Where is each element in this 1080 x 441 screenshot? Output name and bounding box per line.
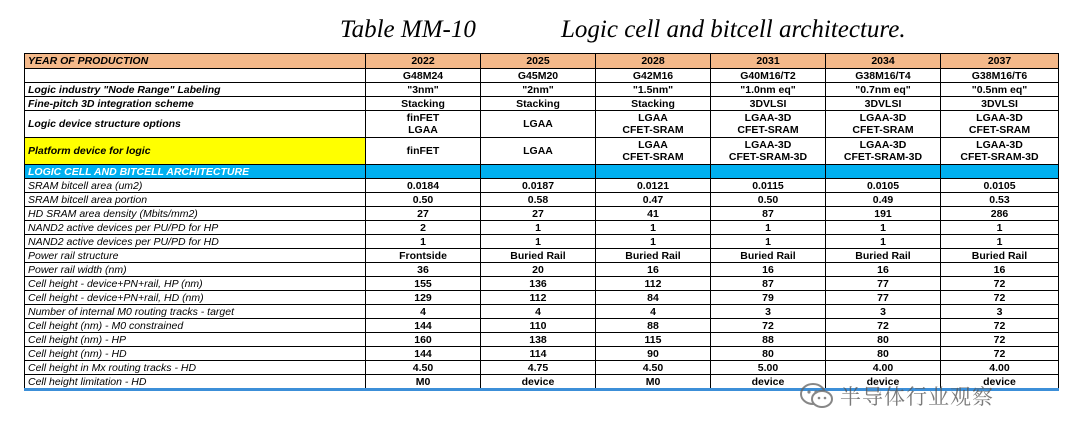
metric-label: Cell height limitation - HD bbox=[25, 375, 366, 390]
metric-value: 0.58 bbox=[481, 193, 596, 207]
metric-value: 1 bbox=[481, 221, 596, 235]
table-row bbox=[25, 291, 1059, 305]
year-cell: 2034 bbox=[826, 54, 941, 69]
metric-value: 3 bbox=[826, 305, 941, 319]
table-row bbox=[25, 249, 1059, 263]
metric-value: 1 bbox=[596, 235, 711, 249]
metric-value: 72 bbox=[941, 319, 1059, 333]
row-value: 3DVLSI bbox=[711, 97, 826, 111]
table-row bbox=[25, 138, 1059, 165]
metric-label: SRAM bitcell area (um2) bbox=[25, 179, 366, 193]
row-value bbox=[826, 138, 941, 165]
metric-value: 129 bbox=[366, 291, 481, 305]
metric-value: 1 bbox=[366, 235, 481, 249]
metric-value: 0.50 bbox=[711, 193, 826, 207]
metric-value: M0 bbox=[596, 375, 711, 390]
metric-value: 16 bbox=[711, 263, 826, 277]
row-value bbox=[711, 111, 826, 138]
metric-label: HD SRAM area density (Mbits/mm2) bbox=[25, 207, 366, 221]
year-cell: 2031 bbox=[711, 54, 826, 69]
metric-value: 160 bbox=[366, 333, 481, 347]
metric-value: 90 bbox=[596, 347, 711, 361]
row-label: Platform device for logic bbox=[25, 138, 366, 165]
cell-line: LGAA-3D bbox=[859, 112, 907, 124]
row-value: Stacking bbox=[596, 97, 711, 111]
metric-value: 4.50 bbox=[366, 361, 481, 375]
watermark-text: 半导体行业观察 bbox=[840, 385, 994, 409]
table-row bbox=[25, 235, 1059, 249]
section-cell bbox=[941, 165, 1059, 179]
metric-value: 112 bbox=[481, 291, 596, 305]
cell-line: CFET-SRAM bbox=[968, 124, 1031, 136]
table-row bbox=[25, 207, 1059, 221]
table-row bbox=[25, 319, 1059, 333]
metric-label: Cell height (nm) - HD bbox=[25, 347, 366, 361]
metric-value: 27 bbox=[366, 207, 481, 221]
metric-label: NAND2 active devices per PU/PD for HP bbox=[25, 221, 366, 235]
cell-line: CFET-SRAM-3D bbox=[843, 151, 923, 163]
metric-value: 72 bbox=[711, 319, 826, 333]
metric-value: 5.00 bbox=[711, 361, 826, 375]
row-value bbox=[481, 138, 596, 165]
metric-value: 110 bbox=[481, 319, 596, 333]
metric-label: Cell height in Mx routing tracks - HD bbox=[25, 361, 366, 375]
table-row bbox=[25, 305, 1059, 319]
section-label: LOGIC CELL AND BITCELL ARCHITECTURE bbox=[25, 165, 366, 179]
metric-value: 16 bbox=[826, 263, 941, 277]
row-value: G48M24 bbox=[366, 69, 481, 83]
cell-line: CFET-SRAM-3D bbox=[728, 151, 808, 163]
table-row bbox=[25, 263, 1059, 277]
metric-value: 1 bbox=[941, 235, 1059, 249]
year-cell: 2028 bbox=[596, 54, 711, 69]
cell-line: finFET bbox=[406, 145, 440, 157]
table-row bbox=[25, 221, 1059, 235]
cell-line: LGAA bbox=[523, 145, 553, 157]
metric-value: Buried Rail bbox=[481, 249, 596, 263]
metric-value: 1 bbox=[941, 221, 1059, 235]
row-value: "2nm" bbox=[481, 83, 596, 97]
metric-value: 114 bbox=[481, 347, 596, 361]
metric-value: 112 bbox=[596, 277, 711, 291]
metric-value: 1 bbox=[711, 221, 826, 235]
year-cell: 2022 bbox=[366, 54, 481, 69]
section-cell bbox=[366, 165, 481, 179]
metric-value: 87 bbox=[711, 277, 826, 291]
table-row bbox=[25, 69, 1059, 83]
row-value: 3DVLSI bbox=[941, 97, 1059, 111]
metric-value: 0.49 bbox=[826, 193, 941, 207]
row-value: G45M20 bbox=[481, 69, 596, 83]
metric-value: 88 bbox=[596, 319, 711, 333]
cell-line: LGAA-3D bbox=[744, 112, 792, 124]
metric-value: 72 bbox=[941, 291, 1059, 305]
year-header-row bbox=[25, 54, 1059, 69]
metric-value: 1 bbox=[711, 235, 826, 249]
metric-label: Cell height - device+PN+rail, HD (nm) bbox=[25, 291, 366, 305]
year-cell: 2037 bbox=[941, 54, 1059, 69]
row-value bbox=[481, 111, 596, 138]
table-row bbox=[25, 179, 1059, 193]
table-row bbox=[25, 111, 1059, 138]
metric-label: SRAM bitcell area portion bbox=[25, 193, 366, 207]
year-header-label: YEAR OF PRODUCTION bbox=[25, 54, 366, 69]
section-header-row bbox=[25, 165, 1059, 179]
metric-value: 0.50 bbox=[366, 193, 481, 207]
table-row bbox=[25, 277, 1059, 291]
metric-value: Buried Rail bbox=[941, 249, 1059, 263]
metric-value: Frontside bbox=[366, 249, 481, 263]
section-cell bbox=[826, 165, 941, 179]
cell-line: CFET-SRAM-3D bbox=[960, 151, 1039, 163]
metric-value: 1 bbox=[826, 235, 941, 249]
metric-label: Power rail width (nm) bbox=[25, 263, 366, 277]
cell-line: CFET-SRAM bbox=[622, 151, 684, 163]
metric-value: Buried Rail bbox=[711, 249, 826, 263]
cell-line: LGAA bbox=[638, 139, 668, 151]
table-title: Logic cell and bitcell architecture. bbox=[561, 16, 906, 43]
row-label: Logic industry "Node Range" Labeling bbox=[25, 83, 366, 97]
table-caption bbox=[0, 14, 1080, 48]
metric-value: 79 bbox=[711, 291, 826, 305]
row-value bbox=[826, 111, 941, 138]
metric-value: 80 bbox=[826, 333, 941, 347]
row-value: 3DVLSI bbox=[826, 97, 941, 111]
metric-value: 144 bbox=[366, 319, 481, 333]
cell-line: LGAA bbox=[638, 112, 668, 124]
metric-value: 2 bbox=[366, 221, 481, 235]
metric-value: 20 bbox=[481, 263, 596, 277]
metric-value: device bbox=[711, 375, 826, 390]
row-value: "3nm" bbox=[366, 83, 481, 97]
cell-line: LGAA bbox=[523, 118, 553, 130]
row-value: Stacking bbox=[366, 97, 481, 111]
cell-line: CFET-SRAM bbox=[737, 124, 799, 136]
row-value bbox=[711, 138, 826, 165]
metric-value: device bbox=[481, 375, 596, 390]
table-row bbox=[25, 333, 1059, 347]
row-value: "1.5nm" bbox=[596, 83, 711, 97]
wechat-icon bbox=[800, 382, 834, 410]
row-value bbox=[596, 111, 711, 138]
metric-value: 4 bbox=[481, 305, 596, 319]
row-value: "0.7nm eq" bbox=[826, 83, 941, 97]
section-cell bbox=[481, 165, 596, 179]
metric-label: Cell height (nm) - M0 constrained bbox=[25, 319, 366, 333]
metric-value: Buried Rail bbox=[826, 249, 941, 263]
metric-value: 0.0105 bbox=[941, 179, 1059, 193]
row-value: G40M16/T2 bbox=[711, 69, 826, 83]
metric-value: 191 bbox=[826, 207, 941, 221]
metric-value: 36 bbox=[366, 263, 481, 277]
section-cell bbox=[711, 165, 826, 179]
logic-cell-table bbox=[24, 53, 1059, 391]
year-cell: 2025 bbox=[481, 54, 596, 69]
cell-line: LGAA-3D bbox=[976, 139, 1023, 151]
metric-value: 0.0187 bbox=[481, 179, 596, 193]
metric-value: 286 bbox=[941, 207, 1059, 221]
metric-value: 72 bbox=[941, 333, 1059, 347]
metric-value: 72 bbox=[826, 319, 941, 333]
metric-value: 4 bbox=[366, 305, 481, 319]
metric-value: 155 bbox=[366, 277, 481, 291]
table-row bbox=[25, 361, 1059, 375]
metric-label: Cell height (nm) - HP bbox=[25, 333, 366, 347]
metric-value: 80 bbox=[826, 347, 941, 361]
metric-value: 41 bbox=[596, 207, 711, 221]
metric-label: Power rail structure bbox=[25, 249, 366, 263]
metric-value: 4.50 bbox=[596, 361, 711, 375]
metric-value: 0.47 bbox=[596, 193, 711, 207]
metric-value: 84 bbox=[596, 291, 711, 305]
metric-value: M0 bbox=[366, 375, 481, 390]
row-value: G38M16/T6 bbox=[941, 69, 1059, 83]
cell-line: CFET-SRAM bbox=[622, 124, 684, 136]
row-label: Logic device structure options bbox=[25, 111, 366, 138]
section-cell bbox=[596, 165, 711, 179]
metric-value: 77 bbox=[826, 291, 941, 305]
metric-label: Number of internal M0 routing tracks - target bbox=[25, 305, 366, 319]
metric-value: 77 bbox=[826, 277, 941, 291]
row-value bbox=[941, 138, 1059, 165]
metric-value: 16 bbox=[596, 263, 711, 277]
table-row bbox=[25, 83, 1059, 97]
metric-value: device bbox=[826, 375, 941, 390]
metric-value: 1 bbox=[596, 221, 711, 235]
cell-line: LGAA bbox=[408, 124, 438, 136]
metric-value: device bbox=[941, 375, 1059, 390]
table-number: Table MM-10 bbox=[340, 16, 476, 43]
table-row bbox=[25, 347, 1059, 361]
metric-value: 1 bbox=[826, 221, 941, 235]
metric-value: 72 bbox=[941, 277, 1059, 291]
row-value bbox=[596, 138, 711, 165]
metric-value: 4.00 bbox=[826, 361, 941, 375]
row-value: "0.5nm eq" bbox=[941, 83, 1059, 97]
metric-value: 4.00 bbox=[941, 361, 1059, 375]
metric-value: 3 bbox=[941, 305, 1059, 319]
metric-value: 0.0105 bbox=[826, 179, 941, 193]
metric-value: 87 bbox=[711, 207, 826, 221]
cell-line: LGAA-3D bbox=[859, 139, 907, 151]
metric-value: 144 bbox=[366, 347, 481, 361]
metric-value: Buried Rail bbox=[596, 249, 711, 263]
row-value: G38M16/T4 bbox=[826, 69, 941, 83]
metric-value: 4 bbox=[596, 305, 711, 319]
row-value bbox=[366, 138, 481, 165]
metric-value: 80 bbox=[711, 347, 826, 361]
metric-value: 88 bbox=[711, 333, 826, 347]
row-label bbox=[25, 69, 366, 83]
metric-value: 115 bbox=[596, 333, 711, 347]
table-row bbox=[25, 97, 1059, 111]
metric-value: 72 bbox=[941, 347, 1059, 361]
metric-value: 3 bbox=[711, 305, 826, 319]
cell-line: CFET-SRAM bbox=[852, 124, 914, 136]
row-label: Fine-pitch 3D integration scheme bbox=[25, 97, 366, 111]
metric-value: 138 bbox=[481, 333, 596, 347]
metric-value: 0.0115 bbox=[711, 179, 826, 193]
cell-line: LGAA-3D bbox=[744, 139, 792, 151]
metric-value: 4.75 bbox=[481, 361, 596, 375]
metric-value: 27 bbox=[481, 207, 596, 221]
cell-line: finFET bbox=[406, 112, 440, 124]
table-row bbox=[25, 193, 1059, 207]
cell-line: LGAA-3D bbox=[976, 112, 1023, 124]
row-value: "1.0nm eq" bbox=[711, 83, 826, 97]
row-value: Stacking bbox=[481, 97, 596, 111]
metric-value: 0.0184 bbox=[366, 179, 481, 193]
watermark bbox=[800, 378, 1060, 414]
metric-value: 0.0121 bbox=[596, 179, 711, 193]
row-value bbox=[366, 111, 481, 138]
metric-value: 136 bbox=[481, 277, 596, 291]
metric-label: NAND2 active devices per PU/PD for HD bbox=[25, 235, 366, 249]
metric-value: 1 bbox=[481, 235, 596, 249]
metric-label: Cell height - device+PN+rail, HP (nm) bbox=[25, 277, 366, 291]
metric-value: 0.53 bbox=[941, 193, 1059, 207]
row-value bbox=[941, 111, 1059, 138]
row-value: G42M16 bbox=[596, 69, 711, 83]
metric-value: 16 bbox=[941, 263, 1059, 277]
